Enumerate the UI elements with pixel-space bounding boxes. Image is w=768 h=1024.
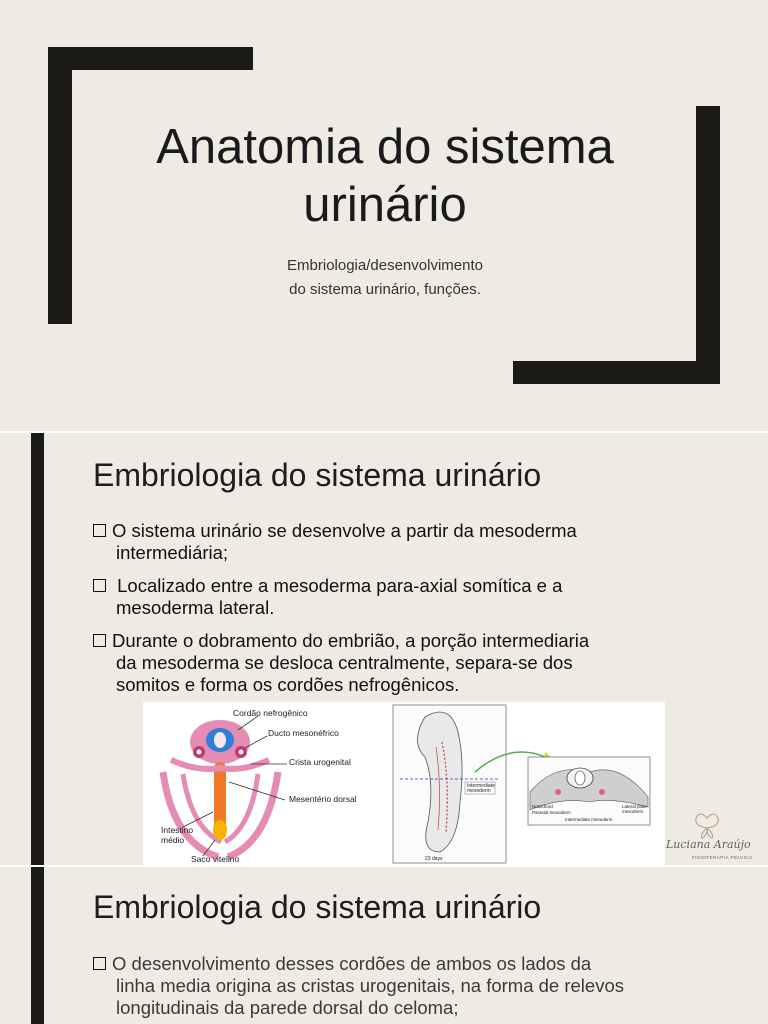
frame-top-left-horizontal: [48, 47, 253, 70]
content-slide-3: [0, 867, 768, 1024]
checkbox-bullet-icon: [93, 957, 106, 970]
logo-subtitle: FISIOTERAPIA PÉLVICA: [692, 855, 753, 860]
label-cordao: Cordão nefrogênico: [233, 708, 308, 718]
title-slide: [0, 0, 768, 430]
content-slide-2: [0, 433, 768, 865]
label-notochord: Notochord: [532, 804, 553, 809]
label-paraxial: Paraxial mesoderm: [532, 810, 571, 815]
slide-subtitle: Embriologia/desenvolvimento do sistema urinário, funções.: [287, 257, 483, 298]
label-intermediate: Intermediate: [467, 783, 495, 789]
slide-heading: Embriologia do sistema urinário: [93, 889, 542, 925]
label-lateral-plate: Lateral plate: [622, 804, 647, 809]
checkbox-bullet-icon: [93, 524, 106, 537]
slide-title: Anatomia do sistema urinário: [156, 120, 614, 232]
checkbox-bullet-icon: [93, 634, 106, 647]
logo-name: Luciana Araújo: [666, 838, 751, 851]
label-crista: Crista urogenital: [289, 757, 351, 767]
author-logo: [662, 808, 768, 863]
label-intestino: Intestino: [161, 825, 194, 835]
bullet-item: O sistema urinário se desenvolve a partir da mesoderma intermediária;: [93, 520, 693, 564]
embryo-intermediate-mesoderm-figure: [380, 702, 665, 865]
frame-bottom-right-horizontal: [513, 361, 720, 384]
label-intermediate-mesoderm: Intermediate mesoderm: [565, 817, 613, 822]
embryo-cross-section-figure: [143, 702, 380, 865]
checkbox-bullet-icon: [93, 579, 106, 592]
label-mesenterio: Mesentério dorsal: [289, 794, 357, 804]
label-ducto: Ducto mesonéfrico: [268, 728, 339, 738]
label-lateral-mesoderm: mesoderm: [622, 809, 644, 814]
frame-top-left-vertical: [48, 47, 72, 324]
left-accent-bar: [31, 433, 44, 865]
frame-bottom-right-vertical: [696, 106, 720, 384]
left-accent-bar: [31, 867, 44, 1024]
bullet-item: Localizado entre a mesoderma para-axial somítica e a mesoderma lateral.: [93, 575, 693, 619]
bullet-item: O desenvolvimento desses cordões de ambos os lados da linha media origina as cristas urogenitais, na forma de relevos longitudinais da parede dorsal do celoma;: [93, 953, 703, 1019]
bullet-item: Durante o dobramento do embrião, a porção intermediaria da mesoderma se desloca centralmente, separa-se dos somitos e forma os cordões nefrogênicos.: [93, 630, 693, 696]
label-medio: médio: [161, 835, 185, 845]
label-days: 23 days: [425, 856, 443, 862]
label-mesoderm: mesoderm: [467, 788, 491, 794]
slide-heading: Embriologia do sistema urinário: [93, 457, 542, 493]
label-saco: Saco vitelino: [191, 854, 240, 864]
